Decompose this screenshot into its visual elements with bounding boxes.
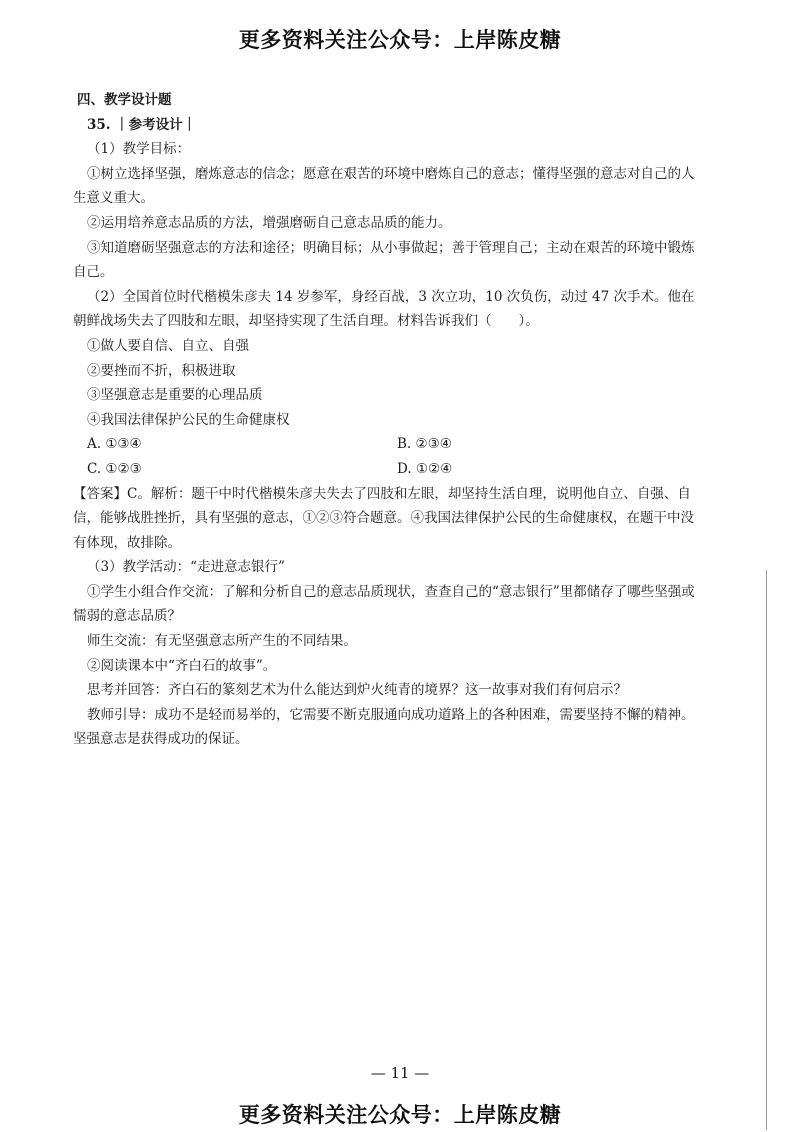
answer-options — [73, 432, 701, 481]
part3-heading: （3）教学活动：“走进意志银行” — [87, 559, 285, 576]
teacher-guide: 教师引导：成功不是轻而易举的，它需要不断克服通向成功道路上的各种困难，需要坚持不懈的精神。坚强意志是获得成功的保证。 — [73, 706, 695, 748]
statement-4: ④我国法律保护公民的生命健康权 — [87, 411, 290, 428]
answer-explanation: 【答案】C。解析：题干中时代楷模朱彦夫失去了四肢和左眼，却坚持生活自理，说明他自立、自强、自信，能够战胜挫折，具有坚强的意志，①②③符合题意。④我国法律保护公民的生命健康权，在题干中没有体现，故排除。 — [73, 485, 694, 551]
question-label: 35. ｜参考设计｜ — [87, 116, 197, 133]
statement-2: ②要挫而不折，积极进取 — [87, 362, 236, 379]
objective-1: ①树立选择坚强，磨炼意志的信念；愿意在艰苦的环境中磨炼自己的意志；懂得坚强的意志对自己的人生意义重大。 — [73, 165, 695, 207]
header-banner: 更多资料关注公众号：上岸陈皮糖 — [238, 28, 562, 52]
statement-1: ①做人要自信、自立、自强 — [87, 337, 249, 354]
option-b: B. ②③④ — [397, 436, 452, 453]
footer-banner: 更多资料关注公众号：上岸陈皮糖 — [238, 1103, 562, 1127]
option-a: A. ①③④ — [87, 436, 142, 453]
statement-3: ③坚强意志是重要的心理品质 — [87, 387, 263, 404]
activity-1: ①学生小组合作交流：了解和分析自己的意志品质现状，查查自己的“意志银行”里都储存了哪些坚强或懦弱的意志品质？ — [73, 583, 695, 625]
objective-3: ③知道磨砺坚强意志的方法和途径；明确目标；从小事做起；善于管理自己；主动在艰苦的环境中锻炼自己。 — [73, 239, 695, 281]
option-c: C. ①②③ — [87, 460, 142, 477]
page-number: — 11 — — [370, 1064, 430, 1082]
section-title: 四、教学设计题 — [77, 92, 172, 108]
activity-2: ②阅读课本中“齐白石的故事”。 — [87, 657, 277, 674]
document-body — [73, 88, 701, 752]
teacher-student-exchange: 师生交流：有无坚强意志所产生的不同结果。 — [87, 633, 357, 650]
scan-edge-line — [766, 570, 767, 1130]
objective-2: ②运用培养意志品质的方法，增强磨砺自己意志品质的能力。 — [87, 214, 452, 231]
option-d: D. ①②④ — [397, 460, 453, 477]
part2-question: （2）全国首位时代楷模朱彦夫 14 岁参军，身经百战，3 次立功，10 次负伤，动过 47 次手术。他在朝鲜战场失去了四肢和左眼，却坚持实现了生活自理。材料告诉我们（ ）。 — [73, 288, 695, 330]
part1-heading: （1）教学目标： — [87, 141, 191, 158]
think-question: 思考并回答：齐白石的篆刻艺术为什么能达到炉火纯青的境界？这一故事对我们有何启示？ — [87, 682, 627, 699]
